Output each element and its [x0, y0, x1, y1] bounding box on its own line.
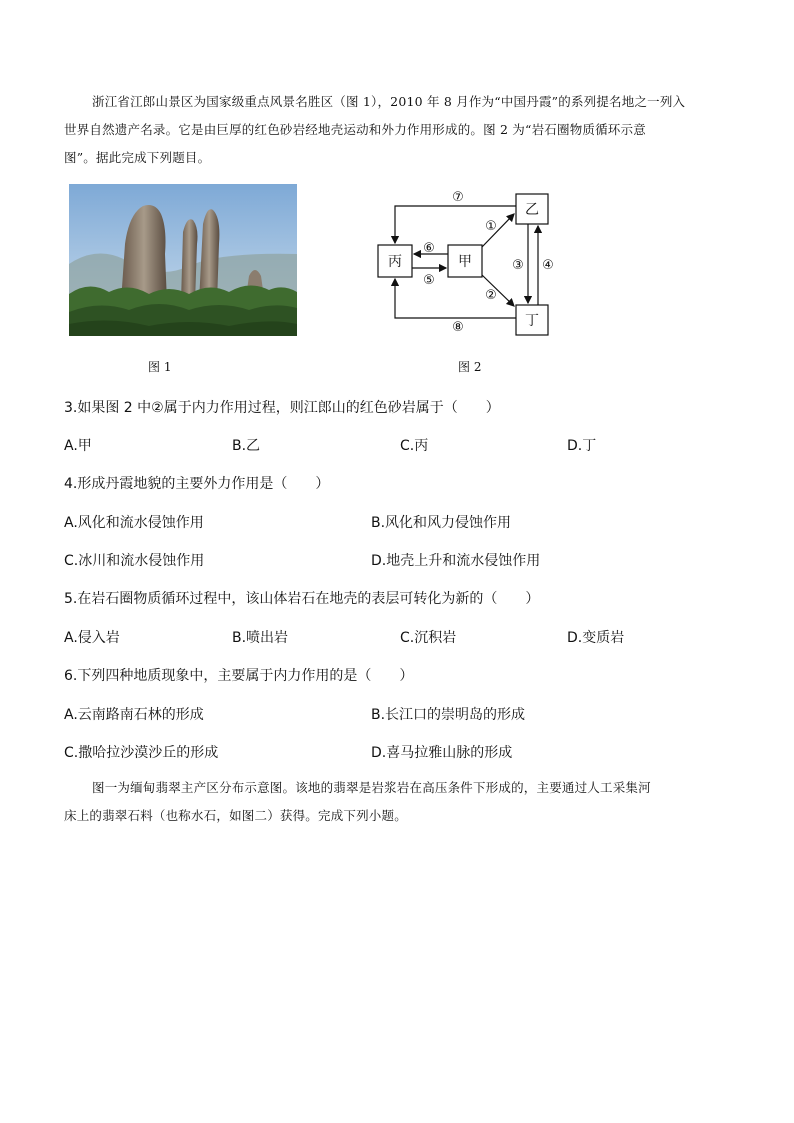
- q4-option-d: D.地壳上升和流水侵蚀作用: [371, 553, 541, 569]
- q5-option-c: C.沉积岩: [400, 630, 457, 646]
- intro-line-3: 图”。据此完成下列题目。: [64, 150, 211, 165]
- arrow-label-4: ④: [542, 258, 554, 273]
- arrow-label-8: ⑧: [452, 320, 464, 335]
- q6-option-d: D.喜马拉雅山脉的形成: [371, 745, 513, 761]
- jianglang-mountain-image: [69, 184, 297, 336]
- q5-option-b: B.喷出岩: [232, 630, 289, 646]
- q6-option-a: A.云南路南石林的形成: [64, 707, 204, 723]
- q4-option-c: C.冰川和流水侵蚀作用: [64, 553, 205, 569]
- node-yi: 乙: [525, 202, 539, 218]
- figure-1-photo: [69, 184, 297, 336]
- q6-option-b: B.长江口的崇明岛的形成: [371, 707, 526, 723]
- question-5-stem: 5.在岩石圈物质循环过程中，该山体岩石在地壳的表层可转化为新的（ ）: [64, 591, 540, 607]
- node-jia: 甲: [458, 254, 472, 270]
- arrow-label-1: ①: [485, 219, 497, 234]
- intro-paragraph-2: [64, 774, 736, 830]
- node-bing: 丙: [388, 254, 402, 270]
- arrow-label-5: ⑤: [423, 273, 435, 288]
- q4-option-a: A.风化和流水侵蚀作用: [64, 515, 204, 531]
- figure-2-rock-cycle-diagram: [372, 184, 562, 336]
- question-6-stem: 6.下列四种地质现象中，主要属于内力作用的是（ ）: [64, 668, 414, 684]
- intro2-line-2: 床上的翡翠石料（也称水石，如图二）获得。完成下列小题。: [64, 808, 407, 823]
- intro-paragraph: [64, 88, 736, 172]
- q6-option-c: C.撒哈拉沙漠沙丘的形成: [64, 745, 219, 761]
- q5-option-d: D.变质岩: [567, 630, 625, 646]
- q3-option-d: D.丁: [567, 438, 597, 454]
- intro-line-2: 世界自然遗产名录。它是由巨厚的红色砂岩经地壳运动和外力作用形成的。图 2 为“岩石圈物质循环示意: [64, 122, 646, 137]
- intro2-line-1: 图一为缅甸翡翠主产区分布示意图。该地的翡翠是岩浆岩在高压条件下形成的，主要通过人工采集河: [92, 780, 651, 795]
- figure-1-caption: 图 1: [148, 360, 172, 374]
- q3-option-c: C.丙: [400, 438, 429, 454]
- node-ding: 丁: [525, 313, 539, 329]
- arrow-label-3: ③: [512, 258, 524, 273]
- q5-option-a: A.侵入岩: [64, 630, 120, 646]
- arrow-label-6: ⑥: [423, 241, 435, 256]
- arrow-label-2: ②: [485, 288, 497, 303]
- question-4-stem: 4.形成丹霞地貌的主要外力作用是（ ）: [64, 476, 330, 492]
- q4-option-b: B.风化和风力侵蚀作用: [371, 515, 512, 531]
- arrow-label-7: ⑦: [452, 190, 464, 205]
- q3-option-b: B.乙: [232, 438, 261, 454]
- intro-line-1: 浙江省江郎山景区为国家级重点风景名胜区（图 1），2010 年 8 月作为“中国丹霞”的系列提名地之一列入: [92, 94, 686, 109]
- question-3-stem: 3.如果图 2 中②属于内力作用过程，则江郎山的红色砂岩属于（ ）: [64, 400, 500, 416]
- q3-option-a: A.甲: [64, 438, 92, 454]
- figure-2-caption: 图 2: [458, 360, 482, 374]
